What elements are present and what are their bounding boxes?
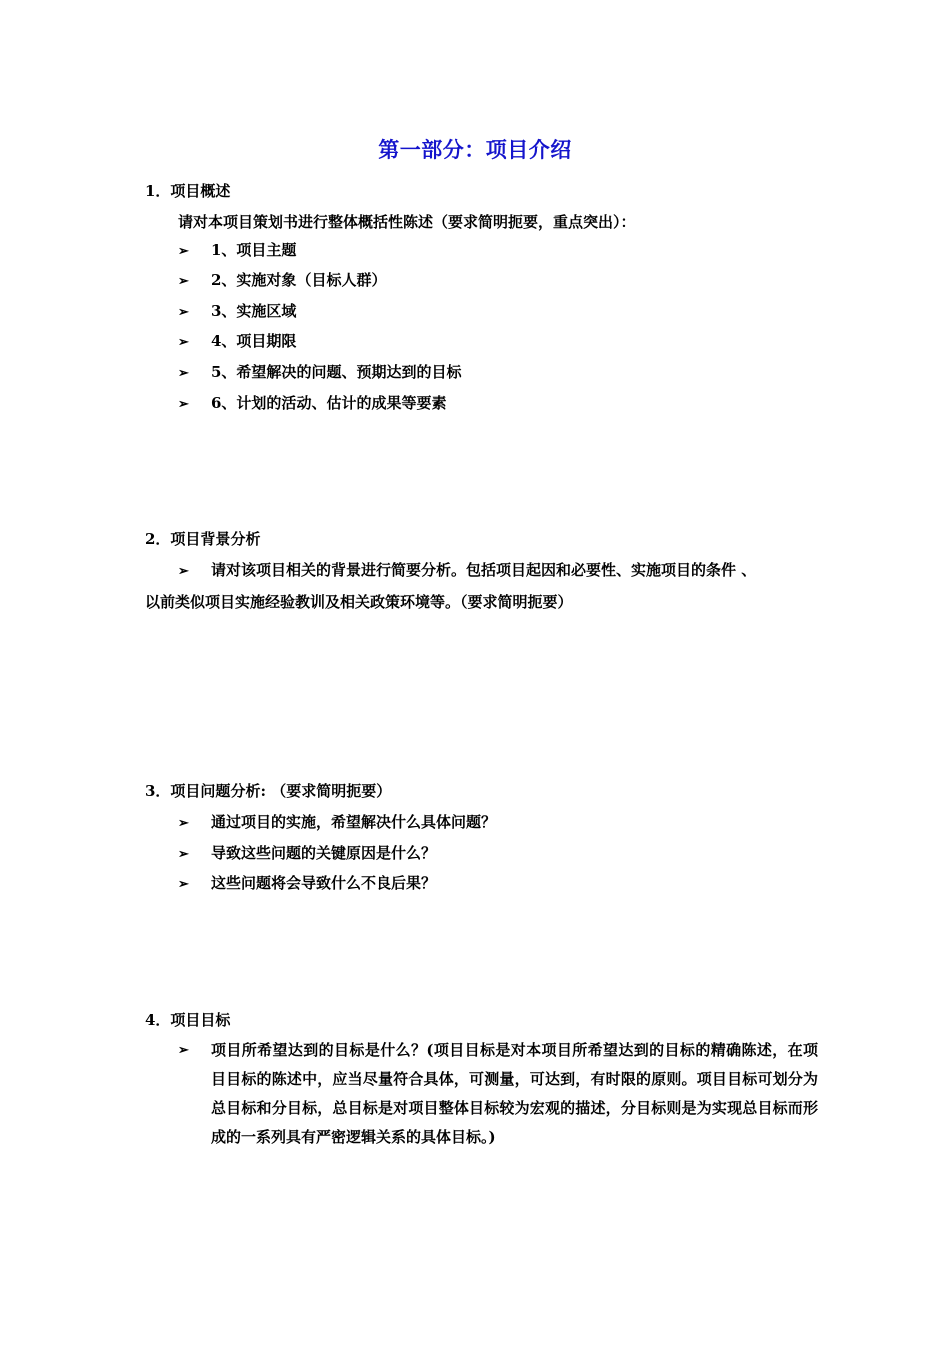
bullet-text: 5、希望解决的问题、预期达到的目标 bbox=[211, 363, 462, 381]
arrow-bullet-icon: ➢ bbox=[178, 274, 189, 289]
section-1-bullet-3 bbox=[178, 301, 296, 323]
bullet-text: 4、项目期限 bbox=[211, 332, 297, 350]
bullet-text: 通过项目的实施，希望解决什么具体问题？ bbox=[211, 813, 497, 831]
bullet-text: 3、实施区域 bbox=[211, 302, 297, 320]
arrow-bullet-icon: ➢ bbox=[178, 1043, 189, 1058]
section-1-heading: 1．项目概述 bbox=[145, 182, 231, 200]
arrow-bullet-icon: ➢ bbox=[178, 366, 189, 381]
section-4-bullet bbox=[178, 1036, 818, 1152]
section-3-bullet-3 bbox=[178, 873, 436, 895]
arrow-bullet-icon: ➢ bbox=[178, 244, 189, 259]
section-1-bullet-5 bbox=[178, 362, 461, 384]
section-2-paragraph bbox=[145, 555, 825, 617]
section-4-heading: 4．项目目标 bbox=[145, 1011, 231, 1029]
document-title: 第一部分：项目介绍 bbox=[378, 137, 572, 162]
section-1-intro: 请对本项目策划书进行整体概括性陈述（要求简明扼要，重点突出）： bbox=[178, 213, 636, 231]
section-1-bullet-4 bbox=[178, 331, 296, 353]
bullet-text: 这些问题将会导致什么不良后果？ bbox=[211, 874, 437, 892]
bullet-text: 项目所希望达到的目标是什么？(项目目标是对本项目所希望达到的目标的精确陈述，在项目目标的陈述中，应当尽量符合具体，可测量，可达到，有时限的原则。项目目标可划分为总目标和分目标，总目标是对项目整体目标较为宏观的描述，分目标则是为实现总目标而形成的一系列具有严密逻辑关系的具体目标。) bbox=[211, 1041, 818, 1146]
bullet-text: 6、计划的活动、估计的成果等要素 bbox=[211, 394, 447, 412]
paragraph-line-2: 以前类似项目实施经验教训及相关政策环境等。（要求简明扼要） bbox=[145, 593, 573, 611]
section-1-bullet-1 bbox=[178, 240, 296, 262]
bullet-text: 2、实施对象（目标人群） bbox=[211, 271, 387, 289]
bullet-text: 导致这些问题的关键原因是什么？ bbox=[211, 844, 437, 862]
arrow-bullet-icon: ➢ bbox=[178, 305, 189, 320]
arrow-bullet-icon: ➢ bbox=[178, 847, 189, 862]
paragraph-line-1: 请对该项目相关的背景进行简要分析。包括项目起因和必要性、实施项目的条件 、 bbox=[211, 561, 757, 579]
section-3-heading: 3．项目问题分析: （要求简明扼要） bbox=[145, 782, 392, 800]
arrow-bullet-icon: ➢ bbox=[178, 877, 189, 892]
section-2-heading: 2．项目背景分析 bbox=[145, 530, 261, 548]
section-1-bullet-2 bbox=[178, 270, 386, 292]
section-1-bullet-6 bbox=[178, 393, 446, 415]
arrow-bullet-icon: ➢ bbox=[178, 397, 189, 412]
bullet-text: 1、项目主题 bbox=[211, 241, 297, 259]
section-3-bullet-1 bbox=[178, 812, 496, 834]
arrow-bullet-icon: ➢ bbox=[178, 816, 189, 831]
arrow-bullet-icon: ➢ bbox=[178, 335, 189, 350]
arrow-bullet-icon: ➢ bbox=[178, 564, 189, 579]
section-3-bullet-2 bbox=[178, 843, 436, 865]
